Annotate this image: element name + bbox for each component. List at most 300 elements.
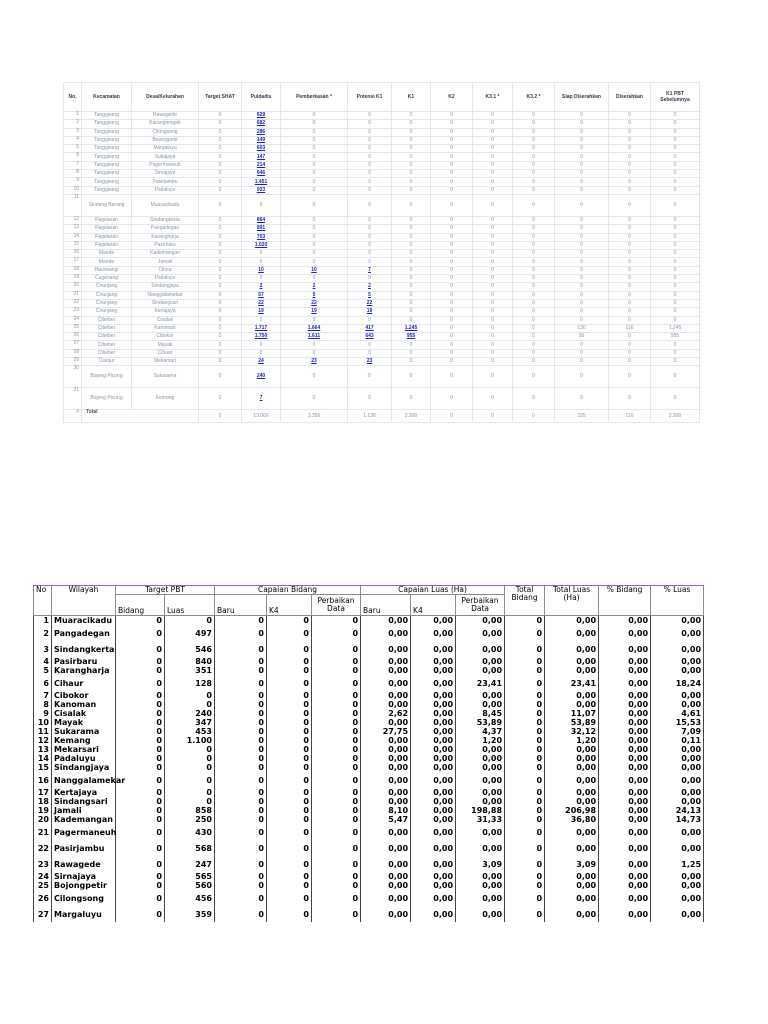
cell-k31: 0 <box>473 333 513 341</box>
cell-bidang-perbaikan: 0 <box>312 856 361 872</box>
pot-link[interactable]: 23 <box>366 358 373 365</box>
cell-luas-perbaikan: 0,00 <box>456 788 505 797</box>
table-row <box>34 657 704 666</box>
cell-no: 1 <box>34 616 52 626</box>
cell-target-bidang: 0 <box>116 806 165 815</box>
col-capaian-luas: Capaian Luas (Ha) <box>361 586 505 595</box>
cell-dis: 0 <box>609 128 651 136</box>
puldadis-link[interactable]: 629 <box>256 112 266 119</box>
cell-no: 14 <box>64 233 82 241</box>
cell-k1pbt: 0 <box>651 358 700 366</box>
cell-bidang-perbaikan: 0 <box>312 806 361 815</box>
cell-target-luas: 0 <box>165 691 215 700</box>
cell-k1pbt: 0 <box>651 388 700 410</box>
table-row <box>34 890 704 906</box>
table-row <box>64 136 700 144</box>
puldadis-link[interactable]: 1.750 <box>254 333 268 340</box>
cell-k1pbt: 0 <box>651 308 700 316</box>
table-row <box>64 299 700 307</box>
puldadis-link[interactable]: 1.451 <box>254 178 268 185</box>
cell-k1pbt: 0 <box>651 194 700 216</box>
cell-target-luas: 858 <box>165 806 215 815</box>
cell-k31: 0 <box>473 120 513 128</box>
puldadis-link[interactable]: 147 <box>256 153 266 160</box>
total-dis: 116 <box>609 410 651 423</box>
table-row <box>34 872 704 881</box>
cell-no: 22 <box>64 299 82 307</box>
cell-puldadis <box>242 299 281 307</box>
cell-luas-perbaikan: 198,88 <box>456 806 505 815</box>
col-bidang-baru: Baru <box>215 595 267 616</box>
cell-luas-perbaikan: 0,00 <box>456 754 505 763</box>
cell-target-luas: 430 <box>165 824 215 840</box>
cell-luas-baru: 0,00 <box>361 824 411 840</box>
pot-link[interactable]: 2 <box>368 283 371 290</box>
puldadis-link[interactable]: 933 <box>256 186 266 193</box>
pot-link[interactable]: 7 <box>368 266 371 273</box>
cell-luas-k4: 0,00 <box>411 709 456 718</box>
cell-k1: 0 <box>392 194 431 216</box>
cell-k2: 0 <box>431 250 473 258</box>
cell-siap: 0 <box>555 388 609 410</box>
cell-no: 10 <box>34 718 52 727</box>
cell-pemb <box>281 266 348 274</box>
cell-bidang-perbaikan: 0 <box>312 727 361 736</box>
cell-k31: 0 <box>473 258 513 266</box>
puldadis-link[interactable]: 1.020 <box>254 242 268 248</box>
cell-siap: 0 <box>555 178 609 186</box>
cell-siap: 0 <box>555 161 609 169</box>
cell-luas-baru: 0,00 <box>361 691 411 700</box>
puldadis-link[interactable]: 24 <box>258 358 264 365</box>
total-k1pbt: 2.200 <box>651 410 700 423</box>
table-row <box>34 788 704 797</box>
cell-total-bidang: 0 <box>505 666 545 675</box>
cell-no: 28 <box>64 349 82 357</box>
cell-bidang-perbaikan: 0 <box>312 890 361 906</box>
cell-k31: 0 <box>473 225 513 233</box>
cell-total-bidang: 0 <box>505 797 545 806</box>
cell-luas-perbaikan: 0,00 <box>456 872 505 881</box>
cell-pemb: 0 <box>281 316 348 324</box>
puldadis-link[interactable]: 214 <box>256 161 266 168</box>
pemb-link[interactable]: 1.664 <box>307 324 321 331</box>
cell-pct-luas: 14,73 <box>651 815 704 824</box>
cell-siap: 0 <box>555 258 609 266</box>
pemb-link[interactable]: 1.611 <box>307 333 321 340</box>
cell-k2: 0 <box>431 178 473 186</box>
cell-total-luas: 0,00 <box>545 641 599 657</box>
cell-no: 17 <box>64 258 82 266</box>
cell-luas-k4: 0,00 <box>411 641 456 657</box>
cell-luas-perbaikan: 0,00 <box>456 691 505 700</box>
cell-k32: 0 <box>513 358 555 366</box>
cell-luas-perbaikan: 0,00 <box>456 840 505 856</box>
puldadis-link[interactable]: 646 <box>256 170 266 177</box>
cell-luas-perbaikan: 0,00 <box>456 890 505 906</box>
cell-luas-baru: 2,62 <box>361 709 411 718</box>
cell-pemb: 0 <box>281 241 348 249</box>
cell-k2: 0 <box>431 136 473 144</box>
puldadis-report-table <box>63 82 699 423</box>
cell-puldadis <box>242 186 281 194</box>
cell-kec: Bojong Picung <box>82 366 132 388</box>
cell-pemb: 0 <box>281 233 348 241</box>
puldadis-link[interactable]: 703 <box>256 233 266 240</box>
cell-desa: Sindangjaya <box>132 283 199 291</box>
total-puldadis: 13.066 <box>242 410 281 423</box>
cell-dis: 0 <box>609 194 651 216</box>
cell-target: 0 <box>199 161 242 169</box>
cell-luas-perbaikan: 0,00 <box>456 700 505 709</box>
cell-target: 0 <box>199 299 242 307</box>
cell-wilayah: Padaluyu <box>52 754 116 763</box>
cell-k1: 0 <box>392 186 431 194</box>
cell-luas-k4: 0,00 <box>411 754 456 763</box>
cell-pct-bidang: 0,00 <box>599 772 651 788</box>
cell-target: 0 <box>199 283 242 291</box>
cell-k1: 0 <box>392 241 431 249</box>
cell-luas-k4: 0,00 <box>411 856 456 872</box>
table-row <box>34 815 704 824</box>
cell-puldadis <box>242 358 281 366</box>
puldadis-link[interactable]: 240 <box>256 373 266 380</box>
cell-desa: Sindangkerta <box>132 216 199 224</box>
cell-k31: 0 <box>473 250 513 258</box>
cell-k31: 0 <box>473 366 513 388</box>
cell-k32: 0 <box>513 388 555 410</box>
cell-k31: 0 <box>473 316 513 324</box>
cell-bidang-perbaikan: 0 <box>312 675 361 691</box>
cell-k32: 0 <box>513 283 555 291</box>
cell-k1pbt: 0 <box>651 170 700 178</box>
cell-pot: 0 <box>348 194 392 216</box>
cell-pct-bidang: 0,00 <box>599 872 651 881</box>
cell-luas-k4: 0,00 <box>411 890 456 906</box>
table-row <box>64 225 700 233</box>
cell-no: 8 <box>64 170 82 178</box>
pot-link[interactable]: 417 <box>365 324 374 331</box>
pemb-link[interactable]: 5 <box>312 291 316 298</box>
cell-k2: 0 <box>431 128 473 136</box>
cell-siap: 0 <box>555 170 609 178</box>
cell-k31: 0 <box>473 291 513 299</box>
table-row <box>34 691 704 700</box>
cell-luas-k4: 0,00 <box>411 872 456 881</box>
cell-target-luas: 0 <box>165 745 215 754</box>
cell-luas-perbaikan: 0,00 <box>456 745 505 754</box>
total-pemb: 3.356 <box>281 410 348 423</box>
cell-no: 3 <box>64 128 82 136</box>
cell-k31: 0 <box>473 128 513 136</box>
pemb-link[interactable]: 2 <box>312 283 316 290</box>
cell-kec: Cibeber <box>82 316 132 324</box>
cell-bidang-k4: 0 <box>267 772 312 788</box>
cell-wilayah: Cisalak <box>52 709 116 718</box>
pot-link[interactable]: 19 <box>366 308 373 315</box>
cell-target-luas: 0 <box>165 616 215 626</box>
table-row <box>64 112 700 120</box>
cell-k1pbt: 0 <box>651 275 700 283</box>
puldadis-link[interactable]: 19 <box>258 308 264 315</box>
cell-target: 0 <box>199 291 242 299</box>
cell-wilayah: Rawagede <box>52 856 116 872</box>
cell-k2: 0 <box>431 275 473 283</box>
table-row <box>34 797 704 806</box>
cell-bidang-perbaikan: 0 <box>312 824 361 840</box>
cell-k1: 0 <box>392 136 431 144</box>
cell-luas-baru: 27,75 <box>361 727 411 736</box>
table-body <box>34 616 704 923</box>
cell-total-luas: 0,00 <box>545 625 599 641</box>
cell-desa: Mekarsari <box>132 358 199 366</box>
cell-k31: 0 <box>473 233 513 241</box>
cell-wilayah: Cilongsong <box>52 890 116 906</box>
cell-kec: Haurwangi <box>82 266 132 274</box>
puldadis-link[interactable]: 864 <box>256 217 266 224</box>
pemb-link[interactable]: 23 <box>311 358 317 365</box>
cell-kec: Tanggeung <box>82 120 132 128</box>
cell-siap: 0 <box>555 128 609 136</box>
cell-pemb: 0 <box>281 216 348 224</box>
puldadis-link[interactable]: 2 <box>259 283 263 290</box>
cell-target-bidang: 0 <box>116 890 165 906</box>
cell-puldadis <box>242 145 281 153</box>
cell-bidang-baru: 0 <box>215 881 267 890</box>
cell-puldadis <box>242 136 281 144</box>
col-k2: K2 <box>431 83 473 112</box>
cell-desa: Sindangsari <box>132 299 199 307</box>
cell-pot: 0 <box>348 186 392 194</box>
puldadis-link[interactable]: 1.717 <box>254 324 268 331</box>
cell-luas-k4: 0,00 <box>411 815 456 824</box>
col-target-bidang: Bidang <box>116 595 165 616</box>
table-row <box>64 194 700 216</box>
cell-pot <box>348 308 392 316</box>
cell-bidang-k4: 0 <box>267 840 312 856</box>
cell-target-bidang: 0 <box>116 856 165 872</box>
col-bidang-perbaikan: Perbaikan Data <box>312 595 361 616</box>
cell-k1pbt: 0 <box>651 258 700 266</box>
cell-puldadis: 0 <box>242 349 281 357</box>
puldadis-link[interactable]: 286 <box>256 128 266 135</box>
cell-k2: 0 <box>431 233 473 241</box>
col-luas-perbaikan: Perbaikan Data <box>456 595 505 616</box>
cell-no: 4 <box>64 136 82 144</box>
cell-no: 14 <box>34 754 52 763</box>
cell-kec: Ciranjang <box>82 283 132 291</box>
cell-total-bidang: 0 <box>505 700 545 709</box>
cell-bidang-perbaikan: 0 <box>312 763 361 772</box>
pot-link[interactable]: 5 <box>368 291 371 298</box>
cell-bidang-perbaikan: 0 <box>312 718 361 727</box>
cell-bidang-k4: 0 <box>267 788 312 797</box>
cell-k31: 0 <box>473 194 513 216</box>
col-capaian-bidang: Capaian Bidang <box>215 586 361 595</box>
cell-target-luas: 128 <box>165 675 215 691</box>
cell-pot <box>348 299 392 307</box>
cell-k2: 0 <box>431 308 473 316</box>
cell-pct-bidang: 0,00 <box>599 700 651 709</box>
puldadis-link[interactable]: 57 <box>258 291 264 298</box>
cell-total-bidang: 0 <box>505 906 545 922</box>
cell-luas-k4: 0,00 <box>411 881 456 890</box>
cell-pot <box>348 283 392 291</box>
cell-pot: 0 <box>348 225 392 233</box>
cell-target: 0 <box>199 186 242 194</box>
cell-bidang-perbaikan: 0 <box>312 641 361 657</box>
cell-total-luas: 0,00 <box>545 824 599 840</box>
cell-target-bidang: 0 <box>116 906 165 922</box>
pot-link[interactable]: 22 <box>366 300 373 307</box>
cell-siap: 0 <box>555 186 609 194</box>
cell-k2: 0 <box>431 341 473 349</box>
total-label: Total <box>82 410 199 423</box>
cell-no: 15 <box>34 763 52 772</box>
cell-bidang-baru: 0 <box>215 641 267 657</box>
table-row <box>64 366 700 388</box>
cell-wilayah: Sindangsari <box>52 797 116 806</box>
cell-pct-bidang: 0,00 <box>599 691 651 700</box>
cell-desa: Cihaur <box>132 349 199 357</box>
cell-no: 25 <box>64 324 82 332</box>
cell-no: 9 <box>64 178 82 186</box>
pemb-link[interactable]: 10 <box>311 266 317 273</box>
cell-target: 0 <box>199 128 242 136</box>
cell-no: 20 <box>64 283 82 291</box>
cell-dis: 0 <box>609 170 651 178</box>
cell-target-luas: 1.100 <box>165 736 215 745</box>
cell-pct-bidang: 0,00 <box>599 709 651 718</box>
cell-desa: Muaracikadu <box>132 194 199 216</box>
puldadis-link[interactable]: 10 <box>258 266 264 273</box>
cell-no: 18 <box>34 797 52 806</box>
cell-no: 12 <box>34 736 52 745</box>
cell-pemb: 0 <box>281 145 348 153</box>
cell-desa: Karangtengah <box>132 120 199 128</box>
col-target-pbt: Target PBT <box>116 586 215 595</box>
k1-link[interactable]: 955 <box>406 333 416 340</box>
cell-pct-bidang: 0,00 <box>599 806 651 815</box>
cell-bidang-perbaikan: 0 <box>312 709 361 718</box>
cell-puldadis <box>242 283 281 291</box>
puldadis-link[interactable]: 7 <box>259 395 263 402</box>
cell-pot <box>348 266 392 274</box>
cell-desa: Cilongsong <box>132 128 199 136</box>
cell-k32: 0 <box>513 128 555 136</box>
cell-luas-baru: 0,00 <box>361 788 411 797</box>
cell-no: 24 <box>34 872 52 881</box>
cell-pct-luas: 0,11 <box>651 736 704 745</box>
pemb-link[interactable]: 19 <box>311 308 317 315</box>
cell-wilayah: Kemang <box>52 736 116 745</box>
cell-bidang-perbaikan: 0 <box>312 625 361 641</box>
puldadis-link[interactable]: 22 <box>258 300 264 307</box>
cell-puldadis <box>242 333 281 341</box>
cell-k2: 0 <box>431 291 473 299</box>
pemb-link[interactable]: 22 <box>311 300 317 307</box>
puldadis-link[interactable]: 603 <box>256 145 266 152</box>
col-luas-baru: Baru <box>361 595 411 616</box>
cell-total-bidang: 0 <box>505 788 545 797</box>
cell-k2: 0 <box>431 161 473 169</box>
cell-pct-luas: 0,00 <box>651 797 704 806</box>
cell-siap: 0 <box>555 216 609 224</box>
cell-k1pbt: 0 <box>651 161 700 169</box>
cell-pot: 0 <box>348 216 392 224</box>
cell-no: 21 <box>64 291 82 299</box>
cell-wilayah: Karangharja <box>52 666 116 675</box>
cell-luas-baru: 0,00 <box>361 754 411 763</box>
cell-k1: 0 <box>392 170 431 178</box>
cell-dis: 0 <box>609 178 651 186</box>
cell-kec: Tanggeung <box>82 161 132 169</box>
cell-total-bidang: 0 <box>505 625 545 641</box>
col-kecamatan: Kecamatan <box>82 83 132 112</box>
k1-link[interactable]: 1.245 <box>404 324 418 331</box>
cell-kec: Mande <box>82 250 132 258</box>
cell-dis: 0 <box>609 258 651 266</box>
cell-no: 23 <box>64 308 82 316</box>
cell-dis: 0 <box>609 186 651 194</box>
cell-pemb: 0 <box>281 136 348 144</box>
cell-pct-bidang: 0,00 <box>599 625 651 641</box>
cell-kec: Pagelaran <box>82 233 132 241</box>
cell-pct-bidang: 0,00 <box>599 797 651 806</box>
cell-pot: 0 <box>348 258 392 266</box>
cell-bidang-k4: 0 <box>267 718 312 727</box>
cell-puldadis: 0 <box>242 194 281 216</box>
cell-desa: Margaluyu <box>132 145 199 153</box>
cell-pct-bidang: 0,00 <box>599 856 651 872</box>
cell-k1pbt: 0 <box>651 241 700 249</box>
cell-k31: 0 <box>473 145 513 153</box>
cell-no: 6 <box>34 675 52 691</box>
cell-k31: 0 <box>473 186 513 194</box>
table-row <box>34 856 704 872</box>
cell-k2: 0 <box>431 388 473 410</box>
cell-no: 13 <box>64 225 82 233</box>
cell-dis: 0 <box>609 225 651 233</box>
cell-desa: Sukarama <box>132 366 199 388</box>
cell-luas-perbaikan: 4,37 <box>456 727 505 736</box>
table-row <box>34 675 704 691</box>
puldadis-link[interactable]: 149 <box>256 137 266 144</box>
cell-total-bidang: 0 <box>505 763 545 772</box>
puldadis-link[interactable]: 682 <box>256 120 266 127</box>
cell-target-bidang: 0 <box>116 718 165 727</box>
col-pct-luas: % Luas <box>651 586 704 616</box>
cell-no: 30 <box>64 366 82 388</box>
cell-pct-luas: 0,00 <box>651 666 704 675</box>
cell-total-bidang: 0 <box>505 840 545 856</box>
pot-link[interactable]: 643 <box>365 333 374 340</box>
cell-k2: 0 <box>431 333 473 341</box>
cell-k1pbt: 0 <box>651 178 700 186</box>
puldadis-link[interactable]: 891 <box>256 225 266 232</box>
cell-no: 7 <box>34 691 52 700</box>
cell-k32: 0 <box>513 266 555 274</box>
table-row <box>34 840 704 856</box>
cell-no: 31 <box>64 388 82 410</box>
cell-dis: 0 <box>609 161 651 169</box>
cell-k32: 0 <box>513 178 555 186</box>
cell-wilayah: Pagermaneuh <box>52 824 116 840</box>
cell-pct-luas: 0,00 <box>651 754 704 763</box>
cell-no: 25 <box>34 881 52 890</box>
cell-target-luas: 568 <box>165 840 215 856</box>
cell-pot: 0 <box>348 388 392 410</box>
